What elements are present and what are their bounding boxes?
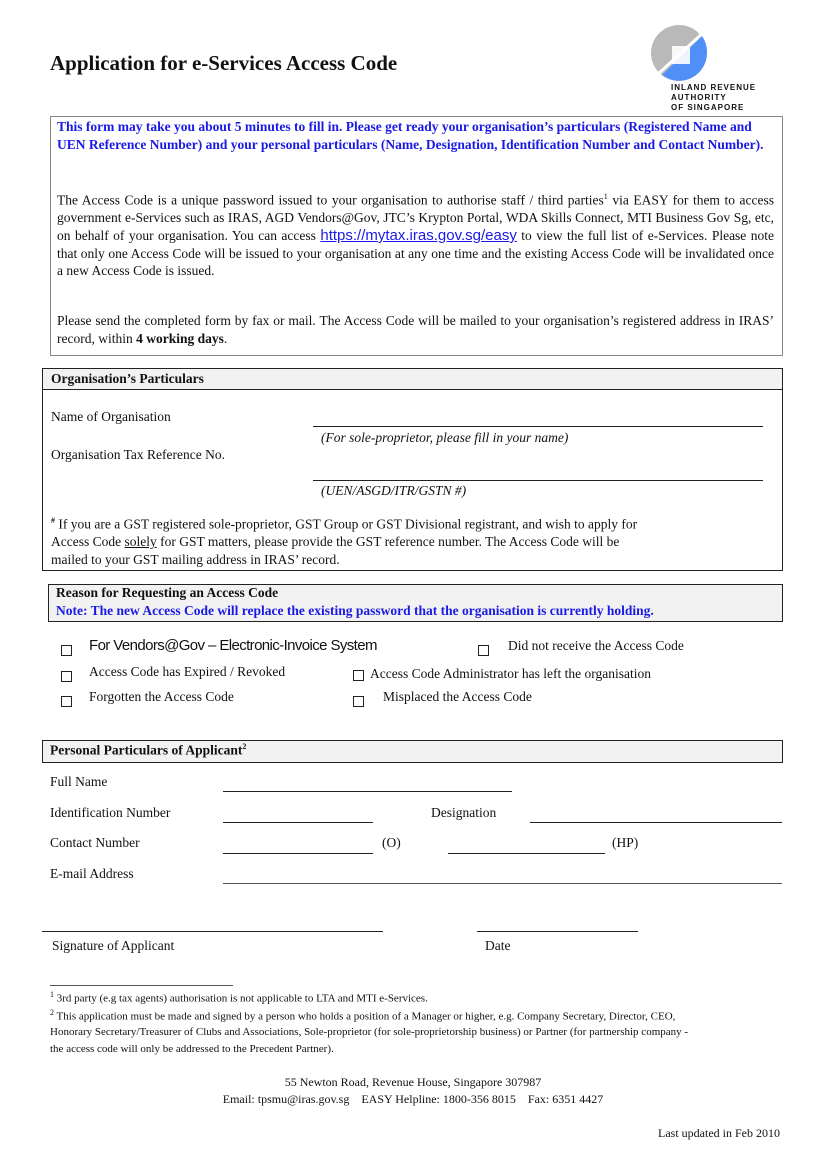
designation-field[interactable] xyxy=(530,822,782,823)
option-label: For Vendors@Gov – Electronic-Invoice System xyxy=(89,637,377,654)
footnote-divider xyxy=(50,985,233,986)
full-name-label: Full Name xyxy=(50,774,108,789)
date-field[interactable] xyxy=(477,931,638,932)
footer-address: 55 Newton Road, Revenue House, Singapore 307987 xyxy=(284,1075,542,1089)
full-name-field[interactable] xyxy=(223,791,512,792)
easy-link[interactable]: https://mytax.iras.gov.sg/easy xyxy=(320,226,517,244)
text: Access Code xyxy=(51,534,125,549)
footnote-2-cont: Honorary Secretary/Treasurer of Clubs and Associations, Sole-proprietor (for sole-proprietorship business) or Partner (for partnership company - xyxy=(50,1026,689,1038)
reason-note: Note: The new Access Code will replace the existing password that the organisation is currently holding. xyxy=(56,603,654,618)
last-updated: Last updated in Feb 2010 xyxy=(658,1126,780,1140)
intro-notice: This form may take you about 5 minutes to fill in. Please get ready your organisation’s particulars (Registered Name and UEN Reference Number) and your personal particulars (Name, Designation, Identification Number and Contact Number). xyxy=(57,119,764,152)
gst-note: mailed to your GST mailing address in IRAS’ record. xyxy=(51,552,340,567)
working-days: 4 working days xyxy=(136,330,224,346)
reason-section xyxy=(48,584,783,622)
option-label: Access Code Administrator has left the organisation xyxy=(370,666,651,681)
text: Personal Particulars of Applicant xyxy=(50,742,243,758)
checkbox-forgotten[interactable] xyxy=(61,696,72,707)
text: . xyxy=(223,330,228,346)
text: If you are a GST registered sole-proprietor, GST Group or GST Divisional registrant, and wish to apply for xyxy=(55,516,638,532)
id-label: Identification Number xyxy=(50,805,171,820)
footnote-ref: 2 xyxy=(242,742,247,751)
option-label: Misplaced the Access Code xyxy=(383,689,532,704)
designation-label: Designation xyxy=(431,805,497,820)
email-field[interactable] xyxy=(223,883,782,884)
checkbox-misplaced[interactable] xyxy=(353,696,364,707)
section-header xyxy=(50,742,246,759)
checkbox-not-received[interactable] xyxy=(478,645,489,656)
intro-paragraph xyxy=(57,188,774,280)
checkbox-expired[interactable] xyxy=(61,671,72,682)
option-label: Forgotten the Access Code xyxy=(89,689,234,704)
tax-reference-field[interactable] xyxy=(313,480,763,481)
office-number-field[interactable] xyxy=(223,853,373,854)
sup: 2 xyxy=(50,1008,54,1017)
section-header: Reason for Requesting an Access Code xyxy=(56,585,279,600)
name-label: Name of Organisation xyxy=(51,409,171,424)
date-label: Date xyxy=(485,938,511,953)
page-title: Application for e-Services Access Code xyxy=(50,51,398,75)
text: via EASY for them to access government e-Services such as IRAS, AGD Vendors@Gov, JTC’s Krypton Portal, WDA Skills Connect, MTI Business Gov Sg, etc, on behalf of your organisation. You can access xyxy=(57,192,774,243)
name-hint: (For sole-proprietor, please fill in your name) xyxy=(321,430,569,445)
footnote-2-cont: the access code will only be addressed to the Precedent Partner). xyxy=(50,1043,334,1055)
organisation-name-field[interactable] xyxy=(313,426,763,427)
section-header: Organisation’s Particulars xyxy=(43,369,782,390)
signature-field[interactable] xyxy=(42,931,383,932)
tax-label: Organisation Tax Reference No. xyxy=(51,447,225,462)
text: The Access Code is a unique password issued to your organisation to authorise staff / third parties xyxy=(57,192,604,208)
iras-logo-icon xyxy=(650,24,708,82)
footnote-1 xyxy=(50,990,428,1005)
signature-label: Signature of Applicant xyxy=(52,938,175,953)
footnote-2 xyxy=(50,1008,675,1023)
text: to view the full list of e-Services. Please note that only one Access Code will be issued to your organisation at any one time and the existing Access Code will be invalidated once a new Access Code is issued. xyxy=(57,227,775,279)
tax-hint: (UEN/ASGD/ITR/GSTN #) xyxy=(321,483,467,498)
mark: # xyxy=(51,516,55,525)
text: Please send the completed form by fax or mail. The Access Code will be mailed to your organisation’s registered address in IRAS’ record, within xyxy=(57,313,774,346)
intro-paragraph xyxy=(57,312,774,347)
footer-contact: Email: tpsmu@iras.gov.sg EASY Helpline: 1800-356 8015 Fax: 6351 4427 xyxy=(222,1092,604,1106)
intro-box xyxy=(50,116,783,356)
gst-note xyxy=(51,534,619,550)
logo-text: INLAND REVENUE xyxy=(671,83,757,92)
text: for GST matters, please provide the GST reference number. The Access Code will be xyxy=(156,534,620,549)
text: 3rd party (e.g tax agents) authorisation is not applicable to LTA and MTI e-Services. xyxy=(54,992,428,1005)
email-label: E-mail Address xyxy=(50,866,134,881)
footnote-ref: 1 xyxy=(603,192,608,201)
office-label: (O) xyxy=(382,835,401,850)
id-number-field[interactable] xyxy=(223,822,373,823)
option-label: Did not receive the Access Code xyxy=(508,638,684,653)
text: solely xyxy=(124,534,157,549)
organisation-section xyxy=(42,368,783,571)
hp-label: (HP) xyxy=(612,835,639,850)
personal-section-header xyxy=(42,740,783,763)
contact-label: Contact Number xyxy=(50,835,140,850)
hp-number-field[interactable] xyxy=(448,853,605,854)
logo-text: OF SINGAPORE xyxy=(671,103,745,112)
text: This application must be made and signed by a person who holds a position of a Manager or higher, e.g. Company Secretary, Director, CEO, xyxy=(54,1010,676,1023)
logo-text: AUTHORITY xyxy=(671,93,727,102)
option-label: Access Code has Expired / Revoked xyxy=(89,664,286,679)
sup: 1 xyxy=(50,990,54,999)
checkbox-vendors[interactable] xyxy=(61,645,72,656)
gst-note xyxy=(51,516,637,533)
checkbox-admin-left[interactable] xyxy=(353,670,364,681)
